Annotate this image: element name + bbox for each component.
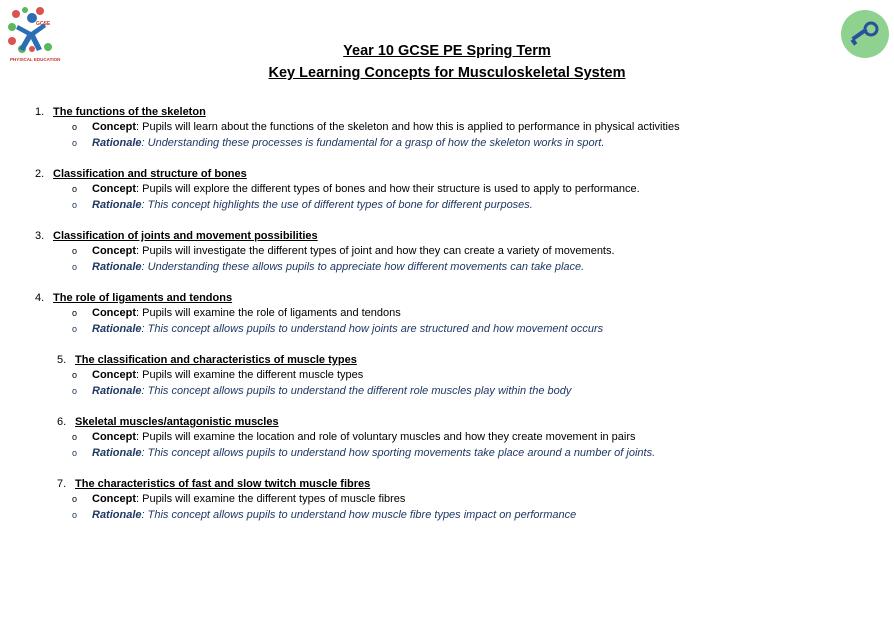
topic-heading	[57, 415, 279, 429]
concept-bullet	[72, 492, 405, 506]
concept-bullet	[72, 306, 401, 320]
bullet-circle-icon: o	[72, 494, 78, 504]
topic-heading	[57, 477, 370, 491]
topic-heading	[35, 167, 247, 181]
title-line-2: Key Learning Concepts for Musculoskeletal System	[268, 65, 626, 81]
topic-title: Classification and structure of bones	[53, 168, 247, 180]
rationale-bullet	[72, 260, 584, 274]
topic-item	[0, 291, 894, 355]
concept-label: Concept	[92, 121, 136, 133]
bullet-circle-icon: o	[72, 262, 78, 272]
rationale-bullet	[72, 384, 571, 398]
concept-label: Concept	[92, 369, 136, 381]
topic-title: The role of ligaments and tendons	[53, 292, 233, 304]
bullet-circle-icon: o	[72, 122, 78, 132]
logo-text-physical-education: PHYSICAL EDUCATION	[10, 57, 61, 62]
concept-bullet	[72, 244, 615, 258]
concept-text: : Pupils will investigate the different types of joint and how they can create a variety of movements.	[136, 245, 615, 257]
bullet-circle-icon: o	[72, 308, 78, 318]
concept-label: Concept	[92, 307, 136, 319]
topic-item	[0, 477, 894, 541]
bullet-circle-icon: o	[72, 184, 78, 194]
rationale-text: : Understanding these processes is fundamental for a grasp of how the skeleton works in sport.	[141, 137, 605, 149]
rationale-bullet	[72, 508, 576, 522]
rationale-label: Rationale	[92, 137, 142, 149]
bullet-circle-icon: o	[72, 324, 78, 334]
concept-text: : Pupils will examine the role of ligaments and tendons	[136, 307, 401, 319]
bullet-circle-icon: o	[72, 432, 78, 442]
bullet-circle-icon: o	[72, 138, 78, 148]
rationale-label: Rationale	[92, 261, 142, 273]
topic-title: Skeletal muscles/antagonistic muscles	[75, 416, 279, 428]
bullet-circle-icon: o	[72, 370, 78, 380]
document-title	[0, 40, 894, 84]
topic-title: The classification and characteristics of muscle types	[75, 354, 357, 366]
rationale-text: : This concept allows pupils to understand how sporting movements take place around a number of joints.	[141, 447, 656, 459]
logo-text-gcse: GCSE	[36, 21, 51, 27]
topic-number: 2.	[35, 168, 45, 180]
rationale-label: Rationale	[92, 447, 142, 459]
concept-label: Concept	[92, 493, 136, 505]
topic-heading	[57, 353, 357, 367]
topic-number: 7.	[57, 478, 67, 490]
rationale-label: Rationale	[92, 385, 142, 397]
rationale-text: : This concept highlights the use of different types of bone for different purposes.	[141, 199, 533, 211]
topic-item	[0, 105, 894, 169]
topic-title: Classification of joints and movement possibilities	[53, 230, 318, 242]
topic-number: 5.	[57, 354, 67, 366]
concept-text: : Pupils will examine the different types of muscle fibres	[136, 493, 406, 505]
rationale-bullet	[72, 136, 604, 150]
bullet-circle-icon: o	[72, 510, 78, 520]
rationale-text: : Understanding these allows pupils to appreciate how different movements can take place.	[141, 261, 585, 273]
concept-label: Concept	[92, 245, 136, 257]
rationale-label: Rationale	[92, 323, 142, 335]
topic-item	[0, 229, 894, 293]
concept-text: : Pupils will examine the location and role of voluntary muscles and how they create movement in pairs	[136, 431, 636, 443]
bullet-circle-icon: o	[72, 200, 78, 210]
topic-number: 4.	[35, 292, 45, 304]
concept-text: : Pupils will examine the different muscle types	[136, 369, 364, 381]
rationale-bullet	[72, 198, 533, 212]
bullet-circle-icon: o	[72, 386, 78, 396]
concept-label: Concept	[92, 183, 136, 195]
concept-bullet	[72, 430, 636, 444]
rationale-text: : This concept allows pupils to understand the different role muscles play within the body	[141, 385, 572, 397]
bullet-circle-icon: o	[72, 448, 78, 458]
concept-bullet	[72, 368, 363, 382]
title-line-1: Year 10 GCSE PE Spring Term	[343, 43, 551, 59]
rationale-text: : This concept allows pupils to understand how muscle fibre types impact on performance	[141, 509, 577, 521]
topic-heading	[35, 291, 232, 305]
concept-bullet	[72, 182, 640, 196]
rationale-bullet	[72, 446, 655, 460]
topic-item	[0, 353, 894, 417]
rationale-label: Rationale	[92, 199, 142, 211]
topic-item	[0, 167, 894, 231]
rationale-label: Rationale	[92, 509, 142, 521]
topic-number: 6.	[57, 416, 67, 428]
topic-title: The functions of the skeleton	[53, 106, 206, 118]
topic-item	[0, 415, 894, 479]
topic-heading	[35, 105, 206, 119]
topic-title: The characteristics of fast and slow twitch muscle fibres	[75, 478, 371, 490]
topic-number: 3.	[35, 230, 45, 242]
concept-bullet	[72, 120, 680, 134]
concept-text: : Pupils will explore the different types of bones and how their structure is used to apply to performance.	[136, 183, 640, 195]
concept-text: : Pupils will learn about the functions of the skeleton and how this is applied to performance in physical activities	[136, 121, 680, 133]
topic-heading	[35, 229, 318, 243]
rationale-text: : This concept allows pupils to understand how joints are structured and how movement occurs	[141, 323, 604, 335]
concept-label: Concept	[92, 431, 136, 443]
bullet-circle-icon: o	[72, 246, 78, 256]
rationale-bullet	[72, 322, 603, 336]
topic-number: 1.	[35, 106, 45, 118]
